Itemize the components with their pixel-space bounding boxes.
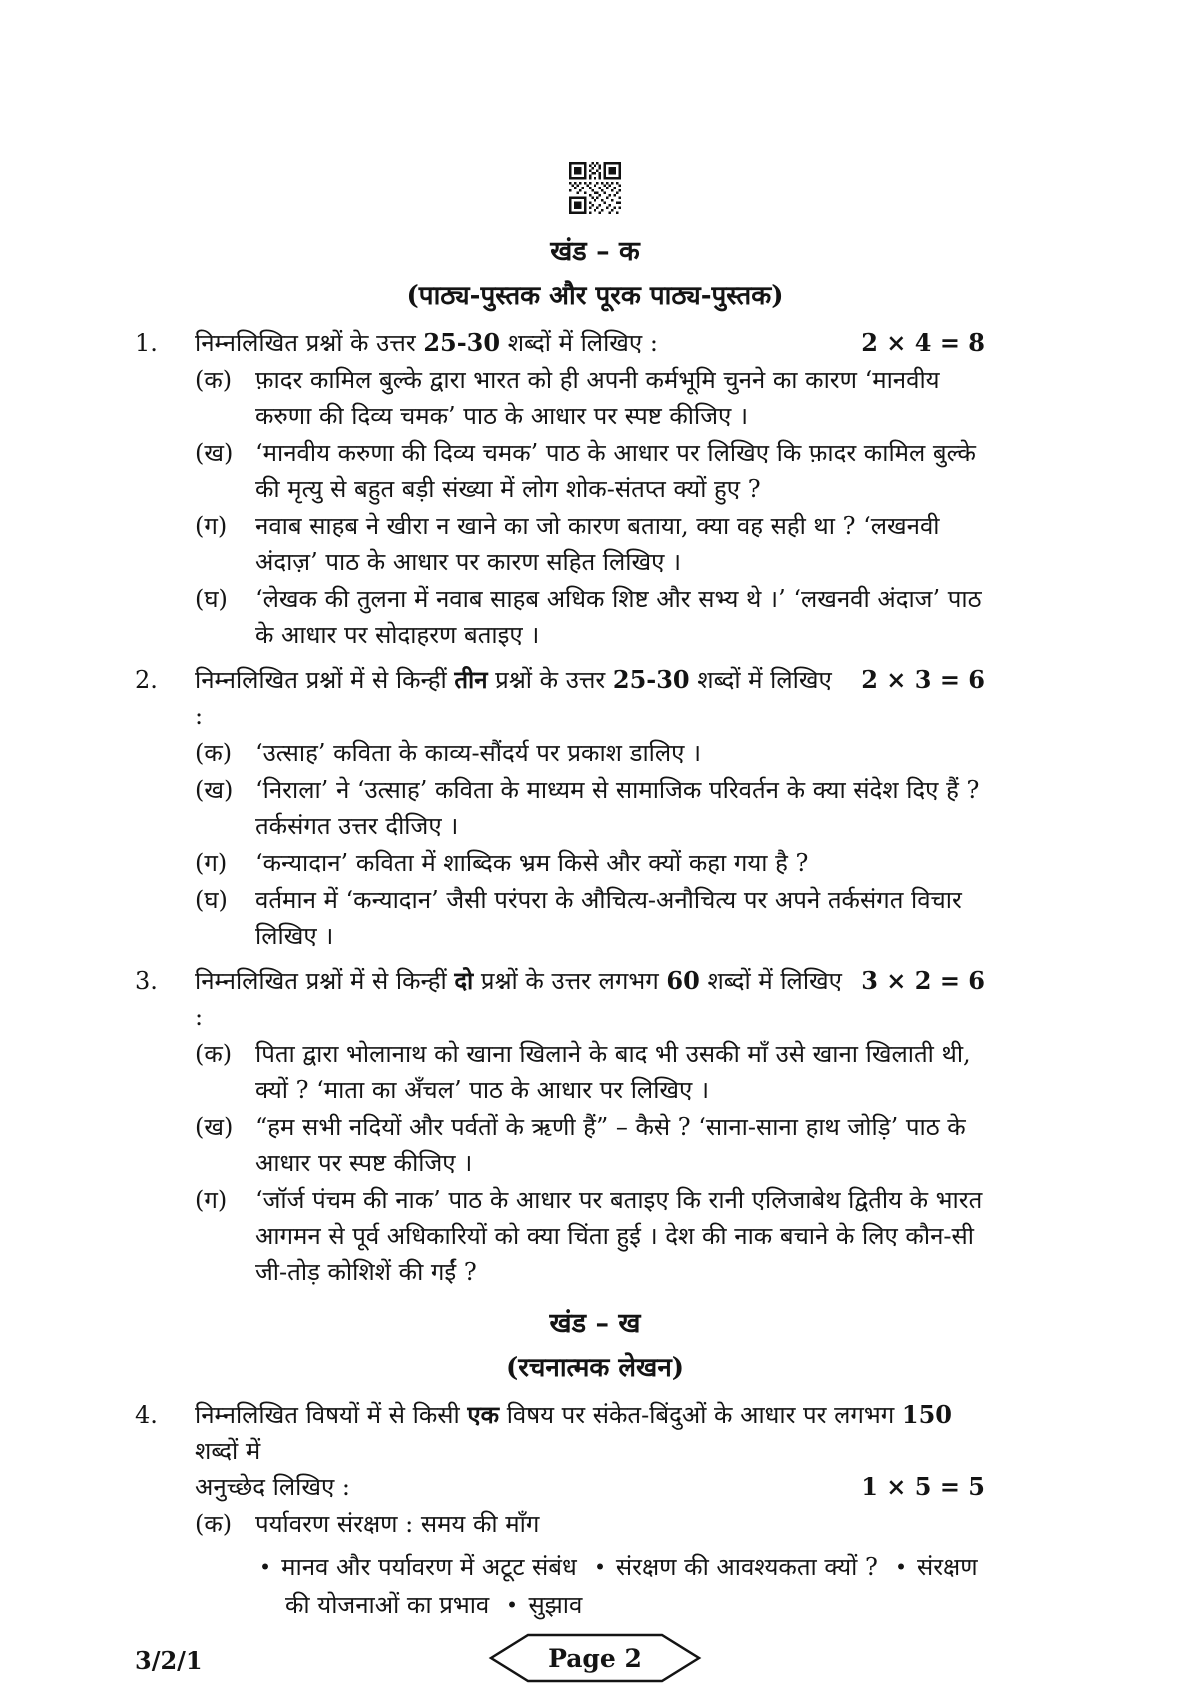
question-3-text: निम्नलिखित प्रश्नों में से किन्हीं दो प्रश्नों के उत्तर लगभग 60 शब्दों में लिखिए : xyxy=(195,966,842,1031)
page-number-label: Page 2 xyxy=(548,1643,642,1673)
sub-label: (क) xyxy=(195,1040,233,1068)
sub-label: (ग) xyxy=(195,1186,228,1214)
question-4-head-line2 xyxy=(135,1469,985,1505)
question-2-text: निम्नलिखित प्रश्नों में से किन्हीं तीन प्रश्नों के उत्तर 25-30 शब्दों में लिखिए : xyxy=(195,665,832,730)
question-3-number: 3. xyxy=(135,967,158,995)
hint-point: संरक्षण की योजनाओं का प्रभाव xyxy=(285,1553,978,1619)
question-1-head xyxy=(135,325,985,361)
sub-text: ‘कन्यादान’ कविता में शाब्दिक भ्रम किसे और क्यों कहा गया है ? xyxy=(255,849,809,877)
question-1-sub-a xyxy=(195,362,985,434)
questions-content xyxy=(0,325,985,1290)
question-3-sub-b xyxy=(195,1109,985,1181)
hint-point: सुझाव xyxy=(528,1591,583,1619)
section-b-heading: खंड – ख xyxy=(549,1308,641,1339)
sub-label: (ख) xyxy=(195,1113,234,1141)
question-4-text-line2: अनुच्छेद लिखिए : xyxy=(195,1473,351,1501)
question-3-head xyxy=(135,963,985,1035)
sub-text: ‘जॉर्ज पंचम की नाक’ पाठ के आधार पर बताइए कि रानी एलिजाबेथ द्वितीय के भारत आगमन से पूर्व अधिकारियों को क्या चिंता हुई । देश की नाक बचाने के लिए कौन-सी जी-तोड़ कोशिशें की गईं ? xyxy=(255,1186,983,1286)
question-2-sub-b xyxy=(195,772,985,844)
question-1-text: निम्नलिखित प्रश्नों के उत्तर 25-30 शब्दों में लिखिए : xyxy=(195,328,658,357)
bullet-icon: • xyxy=(894,1555,907,1579)
question-2-sub-d xyxy=(195,882,985,954)
question-2-head xyxy=(135,662,985,734)
page-number-badge xyxy=(488,1632,702,1683)
question-1-sub-d xyxy=(195,581,985,653)
section-b-content xyxy=(0,1397,985,1624)
hint-point: संरक्षण की आवश्यकता क्यों ? xyxy=(615,1553,878,1581)
bullet-icon: • xyxy=(593,1555,606,1579)
sub-label: (घ) xyxy=(195,886,228,914)
question-4-number: 4. xyxy=(135,1401,158,1429)
question-3-sub-a xyxy=(195,1036,985,1108)
question-4-sub-a xyxy=(195,1506,985,1542)
section-a-subheading: (पाठ्य-पुस्तक और पूरक पाठ्य-पुस्तक) xyxy=(406,281,784,311)
question-1-marks: 2 × 4 = 8 xyxy=(861,328,985,357)
section-a-heading: खंड – क xyxy=(550,236,640,267)
question-2 xyxy=(135,662,985,954)
sub-text: ‘मानवीय करुणा की दिव्य चमक’ पाठ के आधार पर लिखिए कि फ़ादर कामिल बुल्के की मृत्यु से बहुत बड़ी संख्या में लोग शोक-संतप्त क्यों हुए ? xyxy=(255,439,976,503)
question-2-sub-a xyxy=(195,735,985,771)
question-1-sub-c xyxy=(195,508,985,580)
hint-point: मानव और पर्यावरण में अटूट संबंध xyxy=(281,1553,577,1581)
bullet-icon: • xyxy=(259,1555,272,1579)
sub-label: (ग) xyxy=(195,512,228,540)
paper-code: 3/2/1 xyxy=(135,1646,203,1675)
sub-label: (क) xyxy=(195,739,233,767)
sub-text: वर्तमान में ‘कन्यादान’ जैसी परंपरा के औचित्य-अनौचित्य पर अपने तर्कसंगत विचार लिखिए । xyxy=(255,886,962,950)
question-2-number: 2. xyxy=(135,666,158,694)
question-3-marks: 3 × 2 = 6 xyxy=(861,966,985,995)
sub-text: “हम सभी नदियों और पर्वतों के ऋणी हैं” – कैसे ? ‘साना-साना हाथ जोड़ि’ पाठ के आधार पर स्पष्ट कीजिए । xyxy=(255,1113,966,1177)
question-2-sub-c xyxy=(195,845,985,881)
question-4-marks: 1 × 5 = 5 xyxy=(861,1472,985,1501)
question-3 xyxy=(135,963,985,1290)
section-b-subheading: (रचनात्मक लेखन) xyxy=(505,1353,685,1383)
page-footer xyxy=(0,1632,1190,1683)
sub-label: (ख) xyxy=(195,439,234,467)
question-1-sub-b xyxy=(195,435,985,507)
question-4-text: निम्नलिखित विषयों में से किसी एक विषय पर संकेत-बिंदुओं के आधार पर लगभग 150 शब्दों में xyxy=(195,1400,953,1465)
sub-text: ‘लेखक की तुलना में नवाब साहब अधिक शिष्ट और सभ्य थे ।’ ‘लखनवी अंदाज’ पाठ के आधार पर सोदाहरण बताइए । xyxy=(255,585,982,649)
sub-text: नवाब साहब ने खीरा न खाने का जो कारण बताया, क्या वह सही था ? ‘लखनवी अंदाज़’ पाठ के आधार पर कारण सहित लिखिए । xyxy=(255,512,940,576)
sub-label: (घ) xyxy=(195,585,228,613)
sub-text: ‘उत्साह’ कविता के काव्य-सौंदर्य पर प्रकाश डालिए । xyxy=(255,739,702,767)
qr-code-icon xyxy=(569,162,621,214)
sub-label: (ग) xyxy=(195,849,228,877)
sub-text: पर्यावरण संरक्षण : समय की माँग xyxy=(255,1510,540,1538)
sub-label: (क) xyxy=(195,366,233,394)
question-2-marks: 2 × 3 = 6 xyxy=(861,665,985,694)
bullet-icon: • xyxy=(506,1593,519,1617)
sub-text: ‘निराला’ ने ‘उत्साह’ कविता के माध्यम से सामाजिक परिवर्तन के क्या संदेश दिए हैं ? तर्कसंगत उत्तर दीजिए । xyxy=(255,776,980,840)
sub-text: पिता द्वारा भोलानाथ को खाना खिलाने के बाद भी उसकी माँ उसे खाना खिलाती थी, क्यों ? ‘माता का अँचल’ पाठ के आधार पर लिखिए । xyxy=(255,1040,971,1104)
question-4 xyxy=(135,1397,985,1624)
question-3-sub-c xyxy=(195,1182,985,1290)
question-4-head xyxy=(135,1397,985,1469)
question-1 xyxy=(135,325,985,653)
qr-code-container xyxy=(0,0,1190,220)
sub-label: (ख) xyxy=(195,776,234,804)
question-1-number: 1. xyxy=(135,329,158,357)
sub-label: (क) xyxy=(195,1510,233,1538)
question-4-hint-points xyxy=(259,1548,985,1624)
sub-text: फ़ादर कामिल बुल्के द्वारा भारत को ही अपनी कर्मभूमि चुनने का कारण ‘मानवीय करुणा की दिव्य चमक’ पाठ के आधार पर स्पष्ट कीजिए । xyxy=(255,366,940,430)
